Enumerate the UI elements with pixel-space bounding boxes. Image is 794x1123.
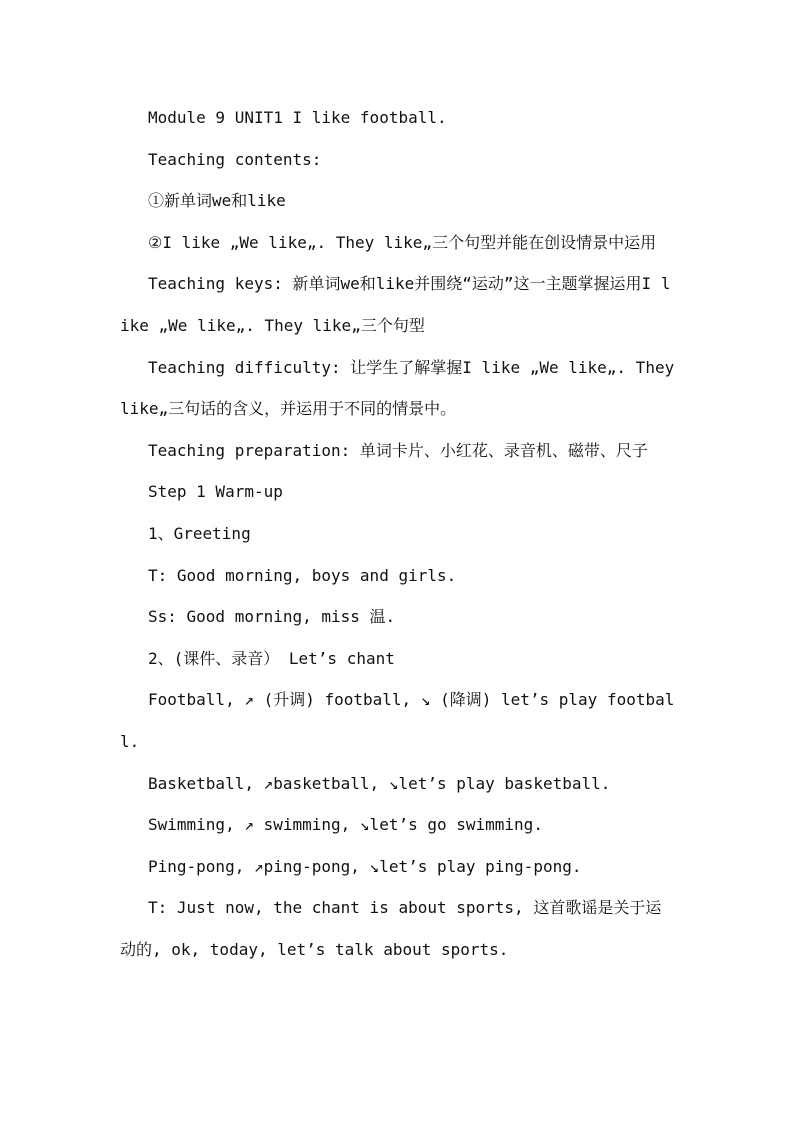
chant-line-pingpong: Ping-pong, ↗ping-pong, ↘let’s play ping-pong. <box>148 856 582 876</box>
content-item-2: ②I like „We like„. They like„三个句型并能在创设情景中运用 <box>148 232 657 252</box>
content-item-1: ①新单词we和like <box>148 191 286 211</box>
chant-item: 2、(课件、录音） Let’s chant <box>148 648 395 668</box>
teacher-summary-paragraph: T: Just now, the chant is about sports, 这首歌谣是关于运动的, ok, today, let’s talk about sports. <box>120 898 662 959</box>
dialogue-teacher-line: T: Good morning, boys and girls. <box>148 565 457 585</box>
teaching-keys-paragraph: Teaching keys: 新单词we和like并围绕“运动”这一主题掌握运用I like „We like„. They like„三个句型 <box>120 274 671 335</box>
chant-line-football: Football, ↗ (升调) football, ↘ (降调) let’s play football. <box>120 690 675 751</box>
teaching-contents-heading: Teaching contents: <box>148 149 322 169</box>
chant-line-swimming: Swimming, ↗ swimming, ↘let’s go swimming. <box>148 815 543 835</box>
step-heading: Step 1 Warm-up <box>148 482 283 502</box>
dialogue-students-line: Ss: Good morning, miss 温. <box>148 607 396 627</box>
teaching-preparation-paragraph: Teaching preparation: 单词卡片、小红花、录音机、磁带、尺子 <box>148 440 648 460</box>
title-line: Module 9 UNIT1 I like football. <box>148 108 447 127</box>
teaching-difficulty-paragraph: Teaching difficulty: 让学生了解掌握I like „We like„. They like„三句话的含义，并运用于不同的情景中。 <box>120 357 675 419</box>
chant-line-basketball: Basketball, ↗basketball, ↘let’s play basketball. <box>148 773 611 793</box>
greeting-item: 1、Greeting <box>148 523 251 543</box>
document-body <box>120 97 676 970</box>
